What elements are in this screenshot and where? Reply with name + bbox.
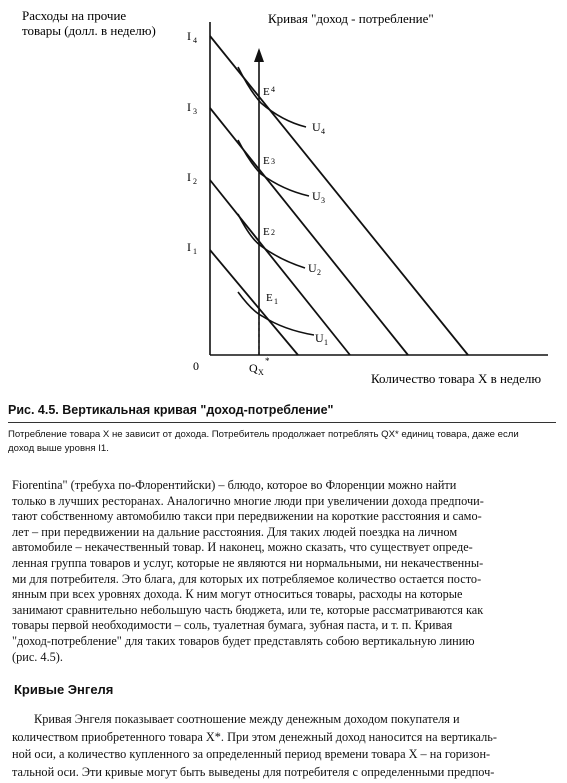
x-axis-label: Количество товара X в неделю — [371, 371, 542, 386]
engel-paragraph — [12, 711, 557, 781]
curve-label-u2-letter: U — [308, 261, 317, 275]
equilibrium-label-e4 — [263, 85, 275, 98]
equilibrium-e4-sub: 4 — [271, 85, 275, 94]
engel-line: Кривая Энгеля показывает соотношение между денежным доходом покупателя и — [34, 712, 460, 726]
income-consumption-arrowhead — [254, 48, 264, 62]
budget-label-i4-sub: 4 — [193, 36, 197, 45]
curve-label-u2 — [308, 261, 321, 277]
chart-title: Кривая "доход - потребление" — [268, 11, 434, 26]
budget-label-i1-letter: I — [187, 240, 191, 254]
budget-label-i4-letter: I — [187, 29, 191, 43]
body-line: ми для потребителя. Это блага, для которых их потребляемое количество остается посто- — [12, 571, 482, 586]
budget-label-i2-sub: 2 — [193, 177, 197, 186]
curve-label-u1-letter: U — [315, 331, 324, 345]
body-paragraph — [12, 478, 557, 665]
y-axis-label-line-1: Расходы на прочие — [22, 8, 127, 23]
body-line: занимают сравнительно небольшую часть бюджета, или те, которые рассматриваются как — [12, 602, 484, 617]
budget-line-i1 — [210, 250, 298, 355]
equilibrium-e3-sub: 3 — [271, 157, 275, 166]
curve-label-u4-sub: 4 — [321, 127, 325, 136]
budget-line-i3 — [210, 108, 408, 355]
engel-line: количеством приобретенного товара X*. При этом денежный доход наносится на вертикаль- — [12, 729, 497, 744]
budget-label-i2-letter: I — [187, 170, 191, 184]
budget-label-i2 — [187, 170, 197, 186]
equilibrium-e2-sub: 2 — [271, 228, 275, 237]
engel-line: тальной оси. Эти кривые могут быть выведены для потребителя с определенными предпоч- — [12, 764, 495, 779]
equilibrium-label-e1 — [266, 292, 278, 306]
caption-divider — [8, 422, 556, 423]
x-tick-label: Q — [249, 361, 258, 375]
figure-caption-text — [8, 428, 560, 456]
figure-caption-title: Рис. 4.5. Вертикальная кривая "доход-потребление" — [8, 403, 334, 417]
body-line: тают собственному автомобилю такси при передвижении на короткие расстояния и само- — [12, 509, 482, 524]
body-line: только в лучших ресторанах. Аналогично многие люди при увеличении дохода предпочи- — [12, 493, 484, 508]
budget-label-i3 — [187, 100, 197, 116]
caption-line: Потребление товара X не зависит от дохода. Потребитель продолжает потреблять QX* единиц товара, даже если — [8, 429, 519, 440]
body-line: товары первой необходимости – соль, туалетная бумага, зубная паста, и т. п. Кривая — [12, 618, 453, 633]
curve-label-u1-sub: 1 — [324, 338, 328, 347]
x-tick-label-sup: * — [265, 356, 270, 366]
budget-label-i1-sub: 1 — [193, 247, 197, 256]
curve-label-u4 — [312, 120, 325, 136]
x-tick-qx — [249, 356, 270, 377]
budget-label-i1 — [187, 240, 197, 256]
caption-line: доход выше уровня I1. — [8, 443, 109, 454]
budget-line-i4 — [210, 36, 468, 355]
equilibrium-e1-sub: 1 — [274, 297, 278, 306]
curve-label-u3-letter: U — [312, 189, 321, 203]
body-line: Fiorentina" (требуха по-Флорентийски) – блюдо, которое во Флоренции можно найти — [12, 478, 457, 492]
body-line: "доход-потребление" для таких товаров будет представлять собою вертикальную линию — [12, 633, 475, 648]
x-tick-label-sub: X — [258, 368, 264, 377]
equilibrium-e2-letter: E — [263, 226, 270, 238]
section-heading: Кривые Энгеля — [14, 682, 114, 697]
body-line: автомобиле – некачественный товар. И наконец, можно сказать, что существует опреде- — [12, 540, 473, 555]
budget-label-i3-letter: I — [187, 100, 191, 114]
equilibrium-e1-letter: E — [266, 292, 273, 304]
curve-label-u4-letter: U — [312, 120, 321, 134]
body-line: ленная группа товаров и услуг, которые не являются ни нормальными, ни некачественны- — [12, 555, 484, 570]
origin-label: 0 — [193, 359, 199, 373]
body-line: (рис. 4.5). — [12, 649, 63, 664]
body-line: лет – при передвижении на дальние расстояния. Для таких людей поездка на личном — [12, 524, 458, 539]
curve-label-u3-sub: 3 — [321, 196, 325, 205]
budget-line-i2 — [210, 180, 350, 355]
curve-label-u3 — [312, 189, 325, 205]
engel-line: ной оси, а количество купленного за определенный период времени товара X – на горизон- — [12, 747, 491, 761]
curve-label-u1 — [315, 331, 328, 347]
equilibrium-e3-letter: E — [263, 155, 270, 167]
indifference-curve-u2 — [238, 214, 305, 268]
equilibrium-label-e3 — [263, 155, 275, 167]
budget-label-i3-sub: 3 — [193, 107, 197, 116]
equilibrium-label-e2 — [263, 226, 275, 238]
equilibrium-e4-letter: E — [263, 86, 270, 98]
y-axis-label-line-2: товары (долл. в неделю) — [22, 23, 156, 38]
body-line: янным при всех уровнях дохода. К ним могут относиться товары, расходы на которые — [12, 587, 463, 602]
curve-label-u2-sub: 2 — [317, 268, 321, 277]
indifference-curve-u4 — [238, 67, 306, 127]
budget-label-i4 — [187, 29, 197, 45]
